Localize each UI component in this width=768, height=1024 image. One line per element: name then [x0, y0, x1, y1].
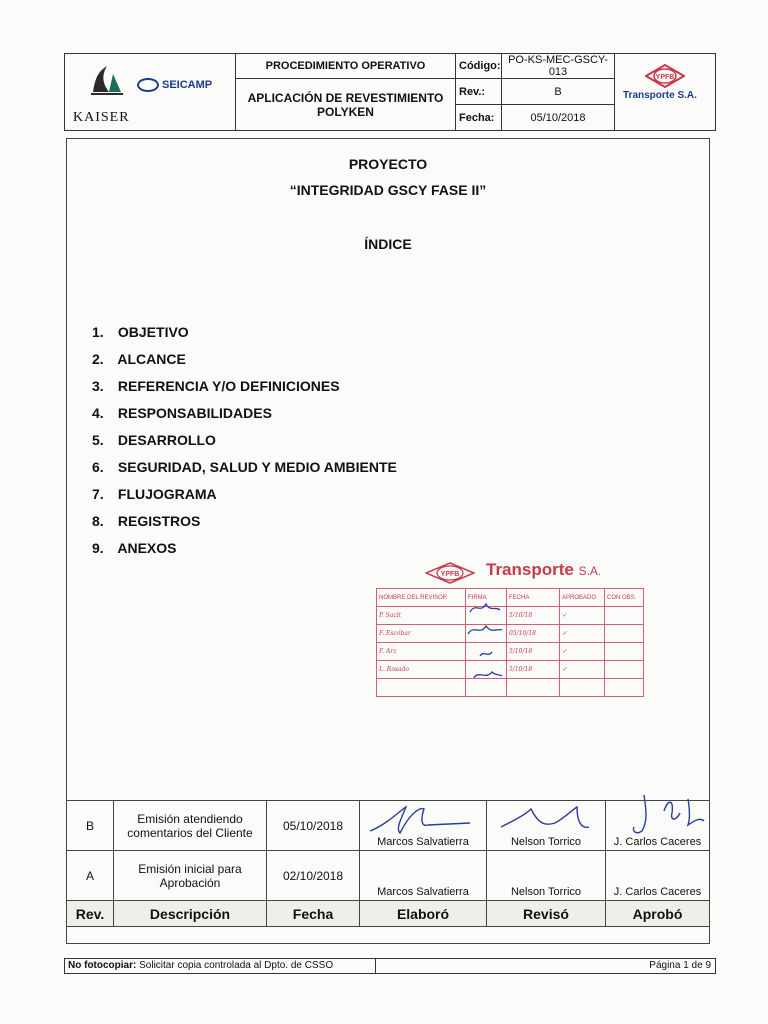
- kaiser-label: KAISER: [73, 110, 130, 125]
- stamp-col-header: NOMBRE DEL REVISOR: [377, 589, 466, 607]
- signature-reviso: [497, 803, 597, 837]
- toc-number: 3.: [92, 378, 104, 394]
- toc-text: SEGURIDAD, SALUD Y MEDIO AMBIENTE: [117, 459, 397, 475]
- toc-item: [92, 376, 397, 403]
- approved-check-icon: ✓: [560, 625, 605, 643]
- stamp-row: [377, 643, 644, 661]
- col-header-description: Descripción: [114, 901, 267, 927]
- toc-item: [92, 457, 397, 484]
- signature-elaboro: [366, 803, 476, 837]
- rev-cell: A: [67, 851, 114, 901]
- toc-number: 6.: [92, 459, 104, 475]
- approved-check-icon: ✓: [560, 643, 605, 661]
- toc-number: 1.: [92, 324, 104, 340]
- kaiser-logo-icon: [87, 62, 127, 98]
- doc-title: APLICACIÓN DE REVESTIMIENTO POLYKEN: [236, 79, 456, 131]
- col-header-date: Fecha: [267, 901, 360, 927]
- aprobo-name: J. Carlos Caceres: [613, 836, 702, 848]
- stamp-title-text: Transporte: [486, 560, 574, 579]
- reviso-cell: [487, 801, 606, 851]
- project-label: PROYECTO: [348, 156, 428, 172]
- footer-divider: [375, 959, 376, 973]
- table-row: [67, 851, 710, 901]
- reviso-name: Nelson Torrico: [510, 836, 582, 848]
- table-row: [67, 801, 710, 851]
- review-date: 5/10/18: [507, 607, 560, 625]
- company-logos: [65, 54, 236, 131]
- copy-notice-text: Solicitar copia controlada al Dpto. de CSSO: [139, 960, 334, 971]
- reviewer-name: F. Escóbar: [377, 625, 466, 643]
- seicamp-mark-icon: [137, 78, 159, 92]
- page-number: Página 1 de 9: [649, 960, 711, 971]
- col-header-elaboro: Elaboró: [360, 901, 487, 927]
- review-date: 05/10/18: [507, 625, 560, 643]
- stamp-col-header: CON OBS.: [605, 589, 644, 607]
- stamp-table: [376, 588, 644, 697]
- stamp-row: [377, 661, 644, 679]
- toc-text: RESPONSABILIDADES: [117, 405, 272, 421]
- stamp-title-suffix: S.A.: [578, 564, 602, 578]
- toc-number: 4.: [92, 405, 104, 421]
- fecha-label: Fecha:: [456, 105, 502, 131]
- doc-type: PROCEDIMIENTO OPERATIVO: [236, 54, 456, 79]
- aprobo-name: J. Carlos Caceres: [606, 851, 710, 901]
- project-name: “INTEGRIDAD GSCY FASE II”: [289, 182, 487, 198]
- toc-number: 5.: [92, 432, 104, 448]
- review-stamp: [376, 558, 646, 698]
- date-cell: 05/10/2018: [267, 801, 360, 851]
- review-date: 5/10/18: [507, 643, 560, 661]
- codigo-label: Código:: [456, 54, 502, 79]
- seicamp-label: SEICAMP: [162, 78, 213, 91]
- reviewer-name: P. Sacit: [377, 607, 466, 625]
- toc-item: [92, 403, 397, 430]
- copy-notice: [68, 960, 333, 971]
- document-header: [64, 53, 716, 131]
- toc-text: FLUJOGRAMA: [117, 486, 217, 502]
- toc-item: [92, 322, 397, 349]
- reviewer-name: F. Arz: [377, 643, 466, 661]
- stamp-row: [377, 625, 644, 643]
- signature-aprobo: [624, 791, 714, 839]
- stamp-col-header: FECHA: [507, 589, 560, 607]
- codigo-value: PO-KS-MEC-GSCY-013: [502, 54, 615, 79]
- toc-item: [92, 484, 397, 511]
- stamp-emblem-text: YPFB: [440, 571, 460, 578]
- reviewer-name: L. Rosado: [377, 661, 466, 679]
- elaboro-name: Marcos Salvatierra: [377, 836, 469, 848]
- toc-item: [92, 430, 397, 457]
- revision-table: [66, 800, 710, 927]
- fecha-value: 05/10/2018: [502, 105, 615, 131]
- aprobo-cell: [606, 801, 710, 851]
- page-footer: [64, 958, 716, 974]
- stamp-row: [377, 607, 644, 625]
- col-header-aprobo: Aprobó: [606, 901, 710, 927]
- approved-check-icon: ✓: [560, 661, 605, 679]
- seicamp-logo: [137, 78, 212, 92]
- date-cell: 02/10/2018: [267, 851, 360, 901]
- col-header-reviso: Revisó: [487, 901, 606, 927]
- table-of-contents: [92, 322, 397, 565]
- ypfb-logo: [615, 54, 716, 131]
- revision-header-row: [67, 901, 710, 927]
- stamp-col-header: APROBADO: [560, 589, 605, 607]
- col-header-rev: Rev.: [67, 901, 114, 927]
- stamp-signatures: [466, 600, 504, 686]
- toc-number: 8.: [92, 513, 104, 529]
- toc-text: REGISTROS: [117, 513, 201, 529]
- elaboro-cell: [360, 801, 487, 851]
- rev-label: Rev.:: [456, 79, 502, 105]
- stamp-col-header: FIRMA: [466, 589, 507, 607]
- ypfb-emblem-text: YPFB: [655, 74, 675, 81]
- toc-item: [92, 538, 397, 565]
- toc-number: 9.: [92, 540, 104, 556]
- rev-cell: B: [67, 801, 114, 851]
- copy-notice-label: No fotocopiar:: [68, 960, 137, 971]
- ypfb-emblem-icon: [645, 64, 685, 88]
- toc-text: ANEXOS: [117, 540, 177, 556]
- toc-text: ALCANCE: [117, 351, 186, 367]
- toc-number: 2.: [92, 351, 104, 367]
- approved-check-icon: ✓: [560, 607, 605, 625]
- review-date: 5/10/18: [507, 661, 560, 679]
- toc-number: 7.: [92, 486, 104, 502]
- elaboro-name: Marcos Salvatierra: [360, 851, 487, 901]
- description-cell: Emisión inicial para Aprobación: [114, 851, 267, 901]
- index-title: ÍNDICE: [364, 236, 412, 252]
- reviso-name: Nelson Torrico: [487, 851, 606, 901]
- toc-text: REFERENCIA Y/O DEFINICIONES: [117, 378, 340, 394]
- toc-text: DESARROLLO: [117, 432, 216, 448]
- rev-value: B: [502, 79, 615, 105]
- transporte-label: Transporte S.A.: [623, 90, 697, 101]
- toc-text: OBJETIVO: [117, 324, 189, 340]
- toc-item: [92, 349, 397, 376]
- toc-item: [92, 511, 397, 538]
- description-cell: Emisión atendiendo comentarios del Cliente: [114, 801, 267, 851]
